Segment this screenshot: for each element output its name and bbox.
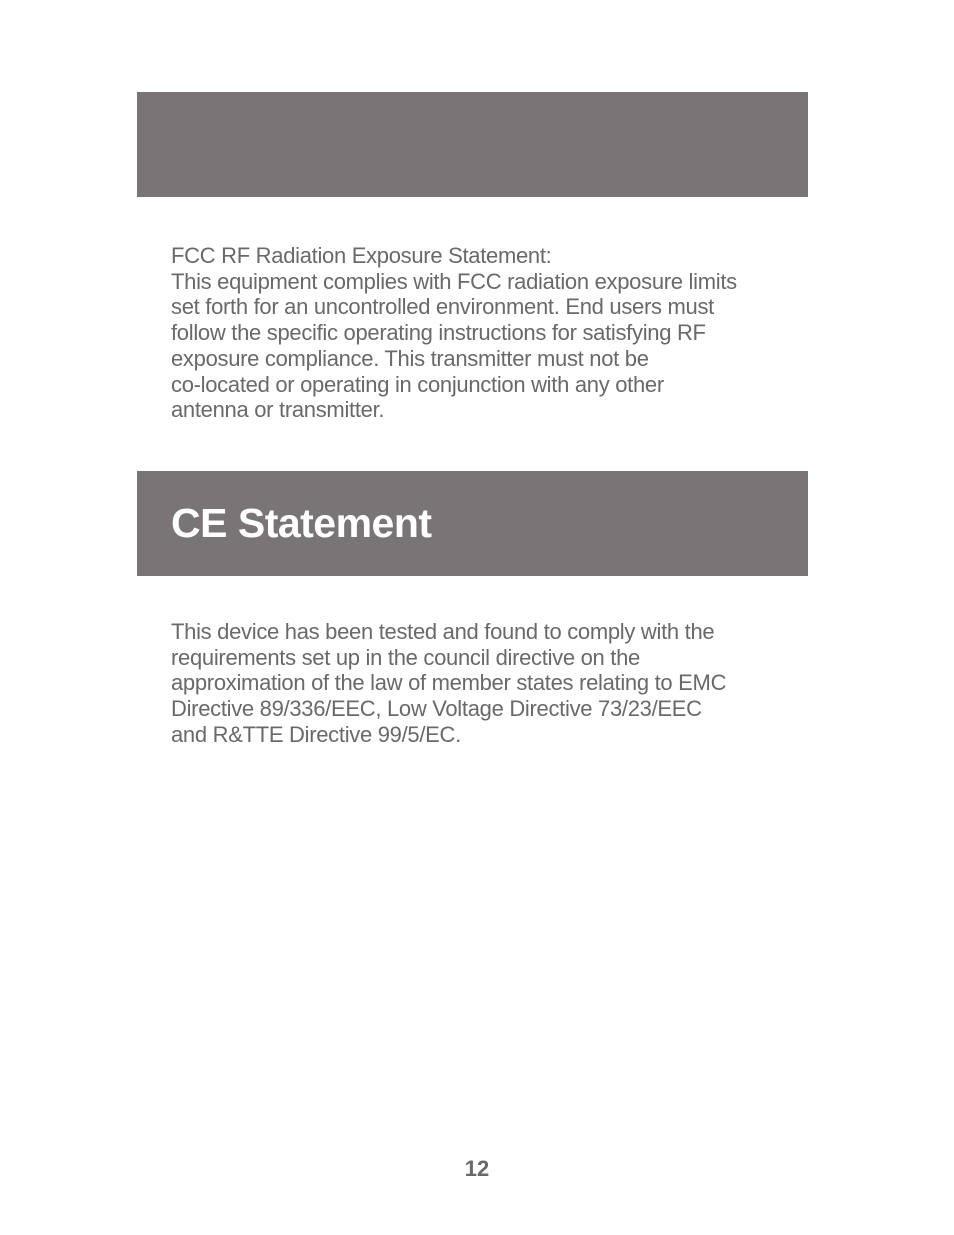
fcc-statement-line: follow the specific operating instructions for satisfying RF: [171, 320, 706, 346]
section-header-banner: [137, 92, 808, 197]
ce-statement-line: Directive 89/336/EEC, Low Voltage Directive 73/23/EEC: [171, 696, 702, 722]
page-number: 12: [464, 1156, 490, 1181]
fcc-statement-line: This equipment complies with FCC radiation exposure limits: [171, 268, 737, 294]
ce-statement-line: requirements set up in the council directive on the: [171, 644, 640, 670]
fcc-statement-heading: FCC RF Radiation Exposure Statement:: [171, 243, 552, 268]
fcc-statement-line: co-located or operating in conjunction with any other: [171, 371, 664, 397]
ce-statement-title: CE Statement: [171, 500, 432, 546]
ce-statement-line: This device has been tested and found to comply with the: [171, 619, 715, 644]
fcc-statement-line: set forth for an uncontrolled environment. End users must: [171, 294, 714, 320]
fcc-statement-text: [171, 243, 811, 423]
ce-statement-line: and R&TTE Directive 99/5/EC.: [171, 721, 461, 747]
ce-statement-text: [171, 619, 811, 748]
ce-statement-banner: [137, 471, 808, 576]
fcc-statement-line: antenna or transmitter.: [171, 397, 385, 423]
ce-statement-line: approximation of the law of member states relating to EMC: [171, 670, 727, 696]
fcc-statement-line: exposure compliance. This transmitter must not be: [171, 345, 649, 371]
